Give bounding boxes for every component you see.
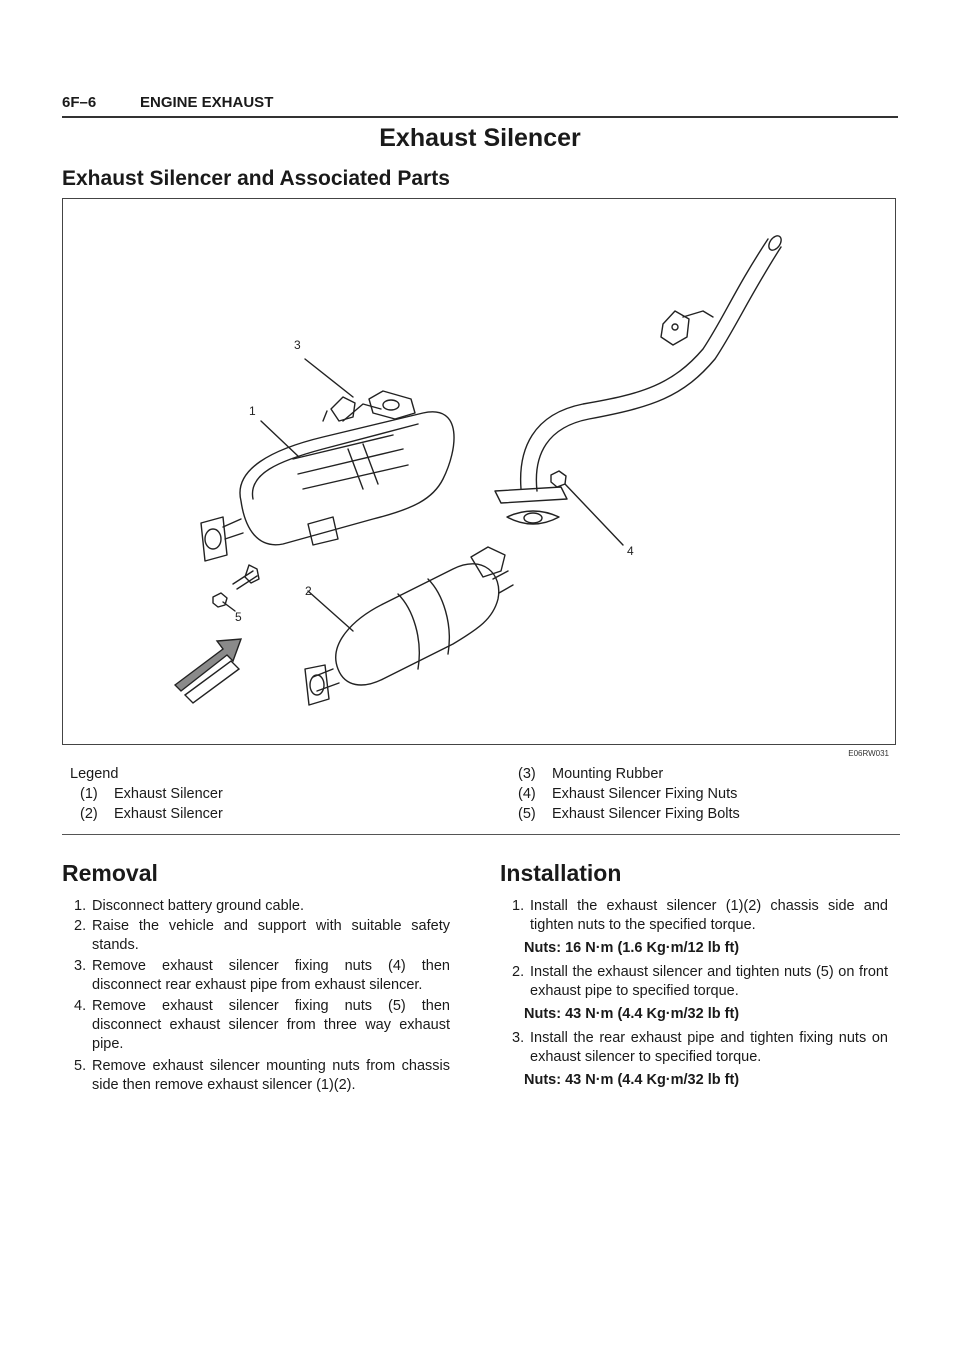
fixing-nut-5 — [213, 593, 227, 607]
silencer-2-flange-left — [305, 665, 329, 705]
torque-spec: Nuts: 16 N·m (1.6 Kg·m/12 lb ft) — [524, 940, 740, 956]
fixing-nut-4 — [551, 471, 566, 487]
installation-step: 3. Install the rear exhaust pipe and tighten fixing nuts on exhaust silencer to specified torque. — [512, 1030, 888, 1065]
callout-4: 4 — [627, 544, 634, 558]
removal-title: Removal — [62, 860, 158, 886]
header-divider — [62, 116, 898, 118]
removal-step: 1. Disconnect battery ground cable. — [74, 898, 304, 914]
installation-step: 2. Install the exhaust silencer and tighten nuts (5) on front exhaust pipe to specified torque. — [512, 964, 888, 999]
removal-steps — [74, 897, 464, 1107]
torque-spec: Nuts: 43 N·m (4.4 Kg·m/32 lb ft) — [524, 1072, 740, 1088]
removal-step: 3. Remove exhaust silencer fixing nuts (4) then disconnect rear exhaust pipe from exhaust silencer. — [74, 958, 450, 993]
torque-spec: Nuts: 43 N·m (4.4 Kg·m/32 lb ft) — [524, 1006, 740, 1022]
callout-5: 5 — [235, 610, 242, 624]
page-title: Exhaust Silencer — [379, 124, 581, 152]
section-title: Exhaust Silencer and Associated Parts — [62, 167, 450, 190]
mounting-rubber-3 — [331, 397, 355, 421]
callout-3: 3 — [294, 338, 301, 352]
exhaust-illustration — [63, 199, 897, 746]
page-code: 6F–6 — [62, 94, 97, 111]
callout-2: 2 — [305, 584, 312, 598]
removal-step: 5. Remove exhaust silencer mounting nuts from chassis side then remove exhaust silencer (1)(2). — [74, 1058, 450, 1093]
removal-step: 2. Raise the vehicle and support with suitable safety stands. — [74, 918, 450, 953]
callout-1: 1 — [249, 404, 256, 418]
chapter-title: ENGINE EXHAUST — [140, 94, 274, 111]
installation-steps — [512, 897, 904, 1137]
installation-title: Installation — [500, 860, 622, 886]
removal-step: 4. Remove exhaust silencer fixing nuts (5) then disconnect exhaust silencer from three way exhaust pipe. — [74, 998, 450, 1052]
legend-title: Legend — [70, 766, 119, 782]
exhaust-parts-diagram — [62, 198, 896, 758]
rear-pipe-flange — [495, 487, 567, 503]
fixing-bolt-5 — [233, 571, 257, 589]
pipe-end — [766, 234, 783, 253]
silencer-2-flange-right — [471, 547, 505, 577]
exhaust-silencer-2 — [336, 564, 499, 685]
silencer-1-flange-top — [369, 391, 415, 419]
front-direction-arrow — [175, 639, 241, 703]
installation-step: 1. Install the exhaust silencer (1)(2) chassis side and tighten nuts to the specified torque. — [512, 898, 888, 933]
legend-divider — [62, 834, 900, 835]
figure-code: E06RW031 — [848, 749, 889, 758]
rear-exhaust-pipe — [521, 239, 768, 489]
